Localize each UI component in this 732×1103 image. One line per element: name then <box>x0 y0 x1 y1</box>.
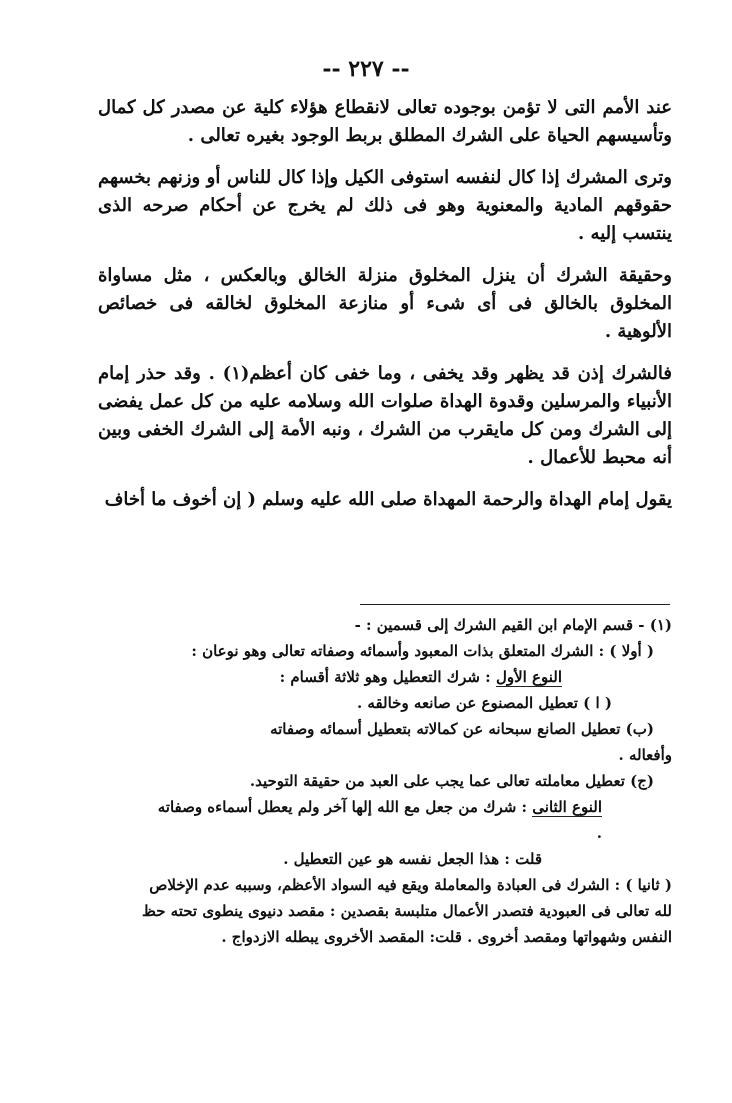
paragraph: فالشرك إذن قد يظهر وقد يخفى ، وما خفى كان أعظم(١) . وقد حذر إمام الأنبياء والمرسلين وقدوة الهداة صلوات الله وسلامه عليه من كل عمل يفضى إلى الشرك ومن كل مايقرب من الشرك ، ونبه الأمة إلى الشرك الخفى وبين أنه محبط للأعمال . <box>98 363 672 468</box>
paragraph: وحقيقة الشرك أن ينزل المخلوق منزلة الخالق وبالعكس ، مثل مساواة المخلوق بالخالق فى أى شىء أو منازعة المخلوق لخالقه فى خصائص الألوهية . <box>98 265 672 342</box>
footnote-item-continued: وأفعاله . <box>618 746 672 764</box>
footnote-note: قلت : هذا الجعل نفسه هو عين التعطيل . <box>283 850 542 868</box>
type-two-label: النوع الثانى <box>532 798 602 816</box>
paragraph: عند الأمم التى لا تؤمن بوجوده تعالى لانقطاع هؤلاء كلية عن مصدر كل كمال وتأسيسهم الحياة على الشرك المطلق بربط الوجود بغيره تعالى . <box>98 97 672 146</box>
footnote-line: لله تعالى فى العبودية فتصدر الأعمال متلبسة بقصدين : مقصد دنيوى ينطوى تحته حظ <box>141 902 672 920</box>
footnote-separator <box>360 604 670 605</box>
footnote-line: ( أولا ) : الشرك المتعلق بذات المعبود وأسمائه وصفاته تعالى وهو نوعان : <box>191 642 654 660</box>
footnotes <box>141 612 672 950</box>
type-one-text: : شرك التعطيل وهو ثلاثة أقسام : <box>279 668 496 686</box>
footnote-line: (١) - قسم الإمام ابن القيم الشرك إلى قسمين : - <box>354 616 672 634</box>
footnote-line: ( ثانيا ) : الشرك فى العبادة والمعاملة ويقع فيه السواد الأعظم، وسببه عدم الإخلاص <box>149 876 672 894</box>
footnote-type-one <box>150 664 672 690</box>
type-one-label: النوع الأول <box>495 668 562 686</box>
footnote-line: النفس وشهواتها ومقصد أخروى . قلت: المقصد الأخروى يبطله الازدواج . <box>221 928 672 946</box>
footnote-item: (ج) تعطيل معاملته تعالى عما يجب على العبد من حقيقة التوحيد. <box>249 772 654 790</box>
type-two-text: : شرك من جعل مع الله إلها آخر ولم يعطل أسماءه وصفاته . <box>157 798 602 842</box>
footnote-item: ( ا ) تعطيل المصنوع عن صانعه وخالقه . <box>356 694 612 712</box>
footnote-type-two <box>150 794 672 846</box>
paragraph: وترى المشرك إذا كال لنفسه استوفى الكيل وإذا كال للناس أو وزنهم بخسهم حقوقهم المادية والمعنوية وهو فى ذلك لم يخرج عن أحكام صرحه الذى ينتسب إليه . <box>98 167 672 244</box>
main-text <box>98 94 672 528</box>
paragraph: يقول إمام الهداة والرحمة المهداة صلى الله عليه وسلم ( إن أخوف ما أخاف <box>104 489 672 510</box>
footnote-item: (ب) تعطيل الصانع سبحانه عن كمالاته بتعطيل أسمائه وصفاته <box>270 720 654 738</box>
page-number: -- ٢٢٧ -- <box>322 56 410 82</box>
